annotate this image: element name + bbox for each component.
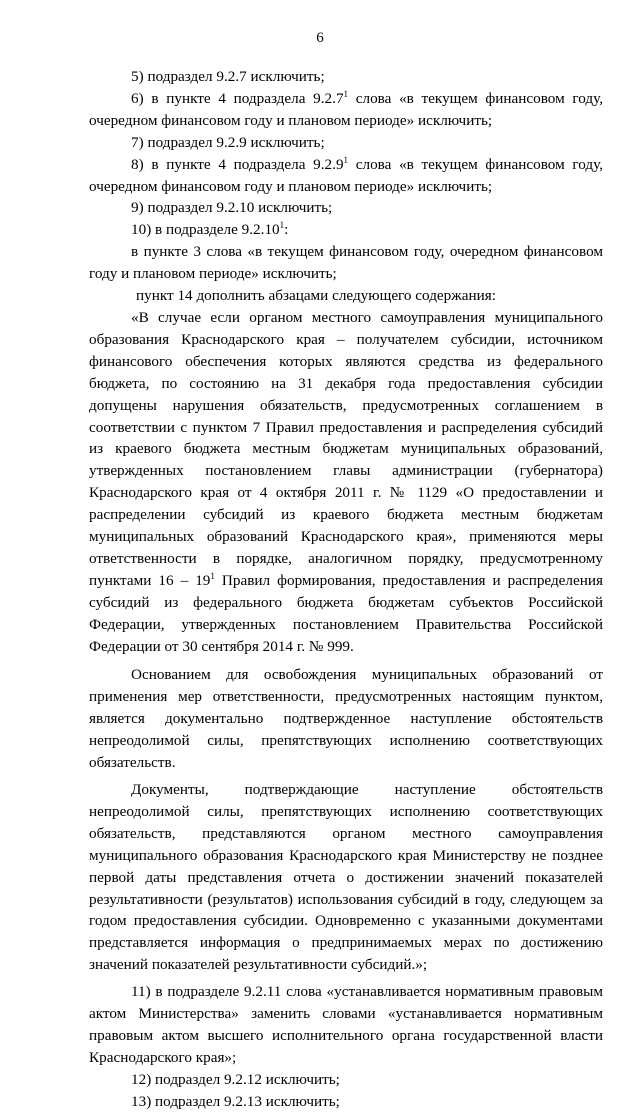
paragraph-item-9: 9) подраздел 9.2.10 исключить; (131, 199, 333, 217)
paragraph-item-13: 13) подраздел 9.2.13 исключить; (131, 1092, 340, 1110)
document-body (89, 66, 603, 1113)
paragraph-item-11: 11) в подразделе 9.2.11 слова «устанавливается нормативным правовым актом Министерства» заменить словами «устанавливается нормативным правовым актом высшего исполнительного органа государственной власти Краснодарского края»; (89, 983, 603, 1066)
paragraph-item-10: 10) в подразделе 9.2.10$^1$: (131, 220, 289, 239)
paragraph-grounds: Основанием для освобождения муниципальных образований от применения мер ответственности, предусмотренных настоящим пунктом, является документально подтвержденное наступление обстоятельств непреодолимой силы, препятствующих исполнению соответствующих обязательств. (89, 666, 603, 772)
paragraph-item-6: 6) в пункте 4 подраздела 9.2.7$^1$ слова «в текущем финансовом году, очередном финансовом году и плановом периоде» исключить; (89, 89, 603, 129)
paragraph-item-12: 12) подраздел 9.2.12 исключить; (131, 1070, 340, 1088)
paragraph-item-8: 8) в пункте 4 подраздела 9.2.9$^1$ слова «в текущем финансовом году, очередном финансовом году и плановом периоде» исключить; (89, 154, 603, 195)
paragraph-point-14-intro: пункт 14 дополнить абзацами следующего содержания: (136, 287, 496, 305)
page-number: 6 (316, 30, 324, 46)
paragraph-item-7: 7) подраздел 9.2.9 исключить; (131, 133, 325, 151)
paragraph-point-3: в пункте 3 слова «в текущем финансовом году, очередном финансовом году и плановом периоде» исключить; (89, 243, 603, 283)
paragraph-quote-main: «В случае если органом местного самоуправления муниципального образования Краснодарского края – получателем субсидии, источником финансового обеспечения которых являются средства из федерального бюджета, по состоянию на 31 декабря года предоставления субсидии допущены нарушения обязательств, предусмотренных соглашением в соответствии с пунктом 7 Правил предоставления и распределения субсидий из краевого бюджета местным бюджетам муниципальных образований, утвержденных постановлением главы администрации (губернатора) Краснодарского края от 4 октября 2011 г. № 1129 «О предоставлении и распределении субсидий из краевого бюджета местным бюджетам муниципальных образований Краснодарского края», применяются меры ответственности в порядке, аналогичном порядку, предусмотренному пунктами $16 - 19^1$ Правил формирования, предоставления и распределения субсидий из федерального бюджета бюджетам субъектов Российской Федерации, утвержденных постановлением Правительства Российской Федерации от 30 сентября 2014 г. № 999. (89, 308, 603, 655)
paragraph-item-5: 5) подраздел 9.2.7 исключить; (131, 68, 325, 85)
paragraph-documents: Документы, подтверждающие наступление обстоятельств непреодолимой силы, препятствующих исполнению соответствующих обязательств, представляются органом местного самоуправления муниципального образования Краснодарского края Министерству не позднее первой даты представления отчета о достижении значений показателей результативности (результатов) использования субсидий в году, следующем за годом предоставления субсидии. Одновременно с указанными документами представляется информация о предпринимаемых мерах по достижению значений показателей результативности субсидий.»; (89, 781, 603, 974)
